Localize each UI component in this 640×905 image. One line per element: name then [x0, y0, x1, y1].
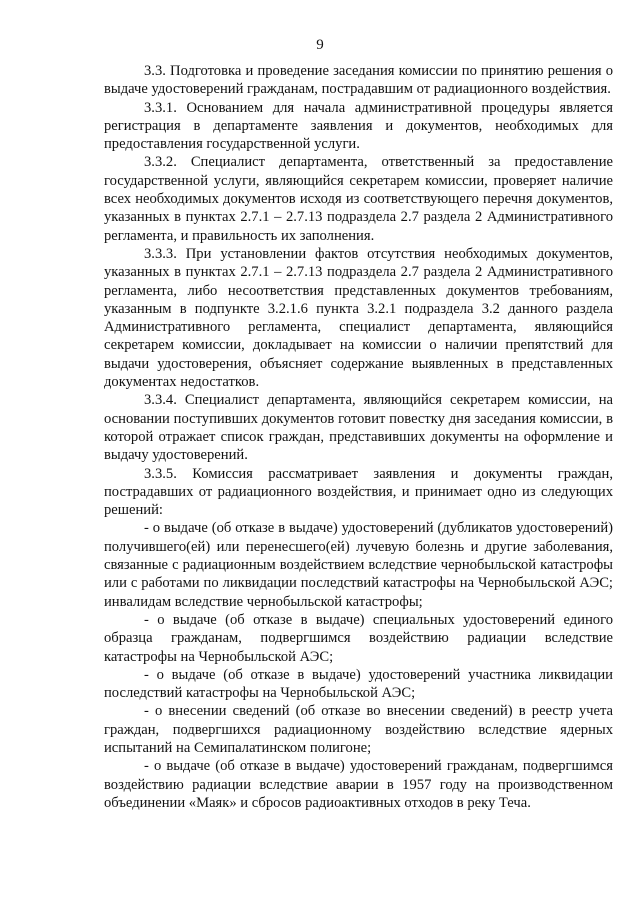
paragraph-3-3: 3.3. Подготовка и проведение заседания комиссии по принятию решения о выдаче удостоверений гражданам, пострадавшим от радиационного воздействия.	[104, 63, 613, 98]
page-number: 9	[316, 37, 324, 53]
paragraph-3-3-2: 3.3.2. Специалист департамента, ответственный за предоставление государственной услуги, являющийся секретарем комиссии, проверяет наличие всех необходимых документов исходя из соответствующего перечня документов, указанных в пунктах 2.7.1 – 2.7.13 подраздела 2.7 раздела 2 Административного регламента, и правильность их заполнения.	[104, 154, 613, 244]
paragraph-3-3-5: 3.3.5. Комиссия рассматривает заявления и документы граждан, пострадавших от радиационного воздействия, и принимает одно из следующих решений:	[104, 465, 613, 519]
paragraph-3-3-1: 3.3.1. Основанием для начала административной процедуры является регистрация в департаменте заявления и документов, необходимых для предоставления государственной услуги.	[104, 99, 613, 153]
list-item-decision-5: - о выдаче (об отказе в выдаче) удостоверений гражданам, подвергшимся воздействию радиации вследствие аварии в 1957 году на производственном объединении «Маяк» и сбросов радиоактивных отходов в реку Теча.	[104, 758, 613, 811]
list-item-decision-2: - о выдаче (об отказе в выдаче) специальных удостоверений единого образца гражданам, подвергшимся воздействию радиации вследствие катастрофы на Чернобыльской АЭС;	[104, 611, 613, 665]
paragraph-3-3-3: 3.3.3. При установлении фактов отсутствия необходимых документов, указанных в пунктах 2.7.1 – 2.7.13 подраздела 2.7 раздела 2 Административного регламента, либо несоответствия представленных документов требованиям, указанным в подпункте 3.2.1.6 пункта 3.2.1 подраздела 3.2 данного раздела Административного регламента, специалист департамента, являющийся секретарем комиссии, докладывает на комиссии о наличии препятствий для выдачи удостоверения, объясняет содержание выявленных в представленных документах недостатков.	[104, 245, 613, 391]
paragraph-3-3-4: 3.3.4. Специалист департамента, являющийся секретарем комиссии, на основании поступивших документов готовит повестку дня заседания комиссии, в которой отражает список граждан, представивших документы на оформление и выдачу удостоверений.	[104, 392, 613, 464]
list-item-decision-3: - о выдаче (об отказе в выдаче) удостоверений участника ликвидации последствий катастрофы на Чернобыльской АЭС;	[104, 666, 613, 702]
list-item-decision-1: - о выдаче (об отказе в выдаче) удостоверений (дубликатов удостоверений) получившего(ей) или перенесшего(ей) лучевую болезнь и другие заболевания, связанные с радиационным воздействием вследствие чернобыльской катастрофы или с работами по ликвидации последствий катастрофы на Чернобыльской АЭС; инвалидам вследствие чернобыльской катастрофы;	[104, 520, 613, 610]
list-item-decision-4: - о внесении сведений (об отказе во внесении сведений) в реестр учета граждан, подвергшихся радиационному воздействию вследствие ядерных испытаний на Семипалатинском полигоне;	[104, 703, 613, 756]
document-body	[104, 62, 613, 812]
